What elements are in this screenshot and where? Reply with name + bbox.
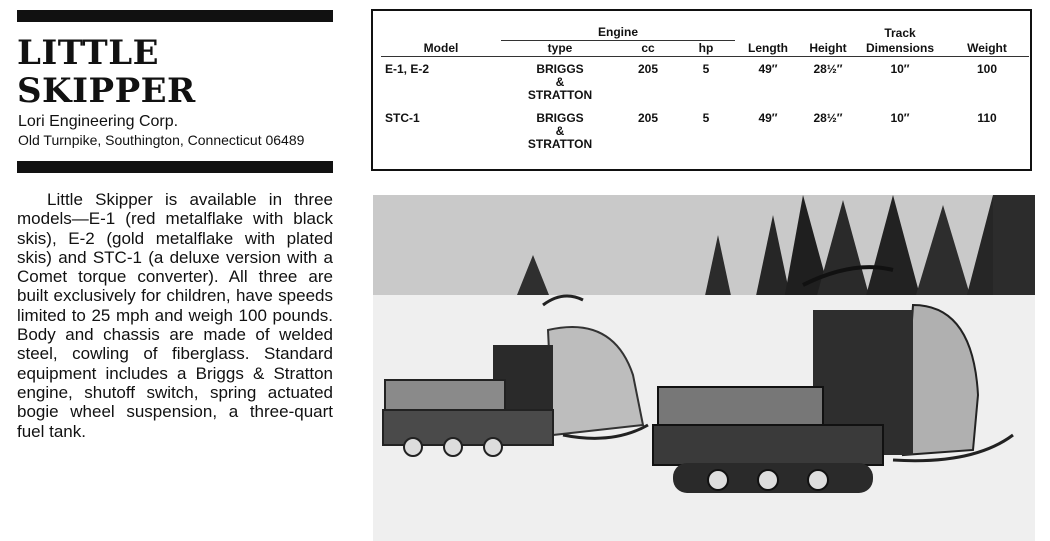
spec-table-box <box>371 9 1032 171</box>
header-model: Model <box>423 41 459 55</box>
cell-cc: 205 <box>637 62 659 76</box>
tree-line <box>373 195 1035 310</box>
cell-height: 28½″ <box>813 62 843 76</box>
cell-hp: 5 <box>702 111 710 125</box>
top-rule <box>17 10 333 22</box>
cell-track: 10″ <box>890 111 910 125</box>
cell-height: 28½″ <box>813 111 843 125</box>
header-height: Height <box>809 41 847 55</box>
cell-cc: 205 <box>637 111 659 125</box>
type-line-2: & <box>555 124 565 138</box>
company-name: Lori Engineering Corp. <box>18 113 179 130</box>
cell-length: 49″ <box>758 62 778 76</box>
type-line-1: BRIGGS <box>536 111 584 125</box>
type-line-1: BRIGGS <box>536 62 584 76</box>
cell-type <box>501 112 619 151</box>
company-address: Old Turnpike, Southington, Connecticut 06489 <box>18 132 305 148</box>
header-cc: cc <box>619 41 677 57</box>
cell-weight: 110 <box>977 111 997 125</box>
title-line-1: LITTLE <box>17 33 160 73</box>
type-line-3: STRATTON <box>527 88 593 102</box>
page-title <box>17 34 337 110</box>
header-track-line1: Track <box>884 26 916 40</box>
header-type: type <box>501 41 619 57</box>
cell-type <box>501 63 619 102</box>
header-track-line2: Dimensions <box>865 41 934 55</box>
header-track <box>855 25 945 57</box>
header-hp: hp <box>677 41 735 57</box>
title-line-2: SKIPPER <box>17 71 196 111</box>
table-row <box>381 63 1029 102</box>
cell-model: E-1, E-2 <box>385 62 430 76</box>
cell-hp: 5 <box>702 62 710 76</box>
type-line-2: & <box>555 75 565 89</box>
cell-track: 10″ <box>890 62 910 76</box>
spec-table <box>381 25 1029 151</box>
cell-length: 49″ <box>758 111 778 125</box>
header-length: Length <box>748 41 788 55</box>
cell-model: STC-1 <box>385 111 420 125</box>
table-row <box>381 112 1029 151</box>
snowmobile-photo-illustration <box>373 195 1035 541</box>
description-paragraph: Little Skipper is available in three models—E-1 (red metalflake with black skis), E-2 (gold metalflake with plated skis) and STC-1 (a deluxe version with a Comet torque converter). All three are built exclusively for children, have speeds limited to 25 mph and weigh 100 pounds. Body and chassis are made of welded steel, cowling of fiberglass. Standard equipment includes a Briggs & Stratton engine, shutoff switch, spring actuated bogie wheel suspension, a three-quart fuel tank. <box>17 190 333 441</box>
type-line-3: STRATTON <box>527 137 593 151</box>
header-engine: Engine <box>501 25 735 41</box>
header-weight: Weight <box>967 41 1007 55</box>
cell-weight: 100 <box>976 62 998 76</box>
snowmobile-photo <box>373 195 1035 541</box>
bottom-rule <box>17 161 333 173</box>
